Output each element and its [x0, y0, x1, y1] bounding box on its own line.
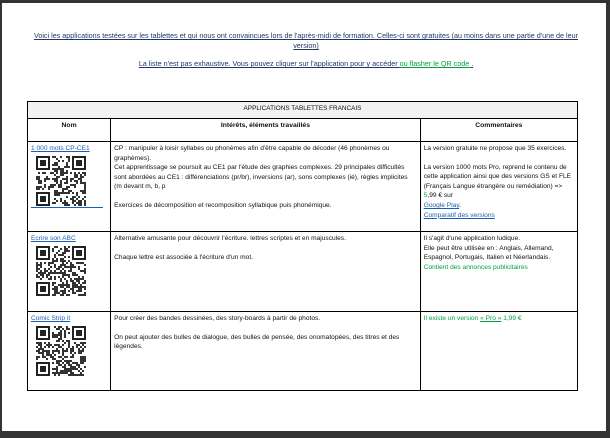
interest-text: On peut ajouter des bulles de dialogue, des bulles de pensée, des onomatopées, des titres et des légendes.: [114, 333, 400, 351]
ads-note: Contient des annonces publicitaires: [423, 263, 528, 271]
comment-price-rest: ,99 € sur: [427, 192, 454, 200]
applications-table: [27, 101, 578, 391]
qr-code-icon[interactable]: [36, 326, 86, 376]
comment-text: La version gratuite ne propose que 35 exercices.: [423, 145, 567, 152]
period: .: [459, 201, 461, 209]
pro-price: 1,99 €: [501, 315, 522, 322]
header-interets: Intérêts, éléments travaillés: [111, 119, 421, 142]
table-row: [28, 312, 578, 391]
link-underline: [31, 207, 103, 208]
intro-paragraph: [22, 31, 590, 51]
table-title-row: [28, 102, 578, 119]
app-link-ecrire-son-abc[interactable]: Ecrire son ABC: [31, 235, 76, 242]
comment-text: [424, 163, 574, 221]
app-cell: [28, 312, 111, 391]
interests-cell: [111, 312, 421, 391]
app-cell: [28, 232, 111, 312]
pro-version-link[interactable]: « Pro »: [480, 315, 502, 322]
qr-code-icon[interactable]: [36, 246, 86, 296]
header-commentaires: Commentaires: [420, 119, 577, 142]
interests-cell: [111, 232, 421, 312]
comment-price-text: La version 1000 mots Pro, reprend le contenu de cette application ainsi que des versions GS et FLE (Français Langue étrangère ou remédiation) =>: [423, 163, 572, 190]
interest-text: Alternative amusante pour découvrir l'écriture. lettres scriptes et en majuscules.: [114, 235, 346, 242]
interest-text: Cet apprentissage se poursuit au CE1 par l'étude des graphies complexes. 29 principales difficultés sont abordées au CE1 : différenciations (pr/br), inversions (ar), sons complexes (ié), règles implicites (m devant m, b, p: [114, 164, 408, 191]
interest-text: Chaque lettre est associée à l'écriture d'un mot.: [114, 253, 254, 261]
qr-code-note: ou flasher le QR code: [399, 59, 472, 68]
app-link-comic-strip-it[interactable]: Comic Strip it: [31, 315, 71, 322]
table-row: [28, 232, 578, 312]
table-row: [28, 142, 578, 232]
intro-note-text: La liste n'est pas exhaustive. Vous pouvez cliquer sur l'application pour y accéder: [138, 59, 400, 68]
interests-cell: [111, 142, 421, 232]
document-page: [2, 3, 606, 431]
intro-note: [22, 59, 590, 69]
table-header-row: [28, 119, 578, 142]
intro-link[interactable]: Voici les applications testées sur les tablettes et qui nous ont convaincues lors de l'après-midi de formation. Celles-ci sont gratuites (au moins dans une partie d'une de leur version): [33, 31, 579, 50]
app-cell: [28, 142, 111, 232]
comments-cell: [420, 142, 577, 232]
pro-version-text: Il existe un version: [423, 315, 481, 322]
table-title: APPLICATIONS TABLETTES FRANCAIS: [28, 102, 578, 119]
comments-cell: [420, 312, 577, 391]
comment-text: [424, 314, 574, 324]
qr-code-icon[interactable]: [36, 156, 86, 206]
comment-text: Elle peut être utilisée en : Anglais, Allemand, Espagnol, Portugais, Italien et Néerlandais.: [423, 244, 554, 262]
interest-text: Pour créer des bandes dessinées, des story-boards à partir de photos.: [114, 315, 321, 322]
header-nom: Nom: [28, 119, 111, 142]
interest-text: CP : manipuler à loisir syllabes ou phonèmes afin d'être capable de décoder (46 phonèmes ou graphèmes).: [114, 145, 390, 162]
app-link-1000-mots[interactable]: 1 000 mots CP-CE1: [31, 145, 90, 152]
comments-cell: [420, 232, 577, 312]
interest-text: Exercices de décomposition et recomposition syllabique puis phonémique.: [114, 201, 332, 209]
comparatif-link[interactable]: Comparatif des versions: [423, 211, 495, 219]
comment-text: Il s'agit d'une application ludique.: [423, 235, 521, 242]
intro-note-period: .: [471, 59, 474, 68]
google-play-link[interactable]: Google Play: [423, 201, 460, 209]
price-digit: 5: [423, 192, 428, 200]
